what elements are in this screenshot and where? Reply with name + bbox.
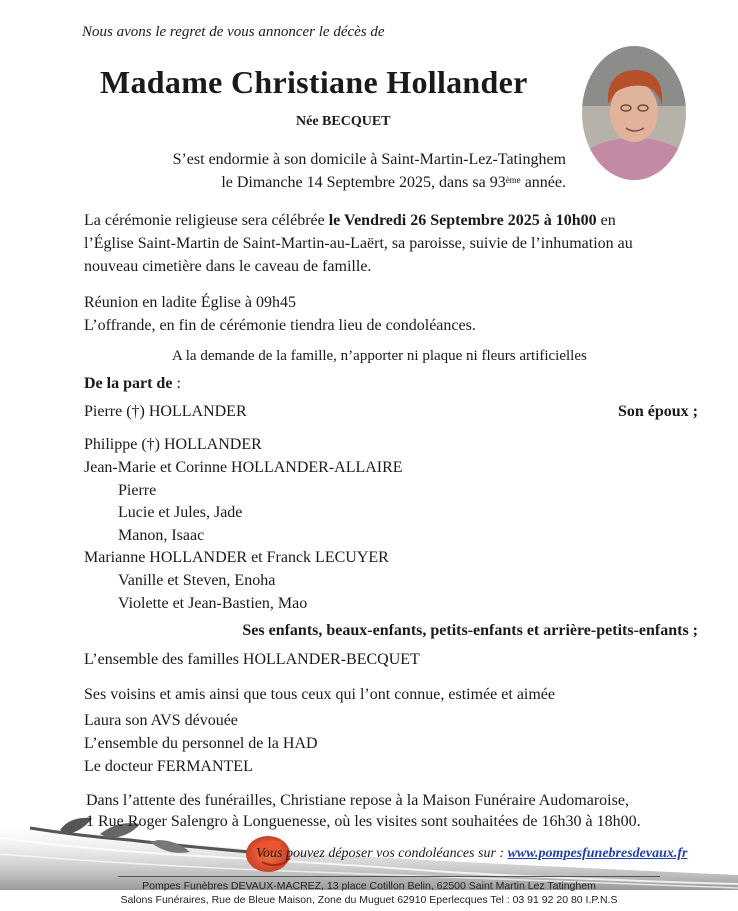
ceremony-line-3: nouveau cimetière dans le caveau de famille.: [84, 258, 372, 275]
ceremony-line-2: l’Église Saint-Martin de Saint-Martin-au-Laërt, sa paroisse, suivie de l’inhumation au: [84, 235, 633, 252]
footer-address: Pompes Funèbres DEVAUX-MACREZ, 13 place Cotillon Belin, 62500 Saint Martin Lez Tatinghem: [142, 880, 596, 892]
spouse-name: Pierre (†) HOLLANDER: [84, 403, 247, 420]
family-request-text: A la demande de la famille, n’apporter ni plaque ni fleurs artificielles: [172, 348, 587, 364]
family-member: Violette et Jean-Bastien, Mao: [118, 595, 308, 612]
thanks-line: Le docteur FERMANTEL: [84, 758, 253, 775]
footer-divider: [118, 876, 660, 877]
condolences-line: [256, 846, 688, 862]
death-date: le Dimanche 14 Septembre 2025, dans sa 93: [221, 174, 506, 191]
family-member: Jean-Marie et Corinne HOLLANDER-ALLAIRE: [84, 459, 403, 476]
ordinal-suffix: ème: [505, 175, 521, 185]
spouse-label: Son époux ;: [617, 403, 698, 420]
reunion-text: Réunion en ladite Église à 09h45: [84, 294, 296, 311]
thanks-line: L’ensemble du personnel de la HAD: [84, 735, 318, 752]
thanks-line: Laura son AVS dévouée: [84, 712, 238, 729]
footer-contact: Salons Funéraires, Rue de Bleue Maison, Zone du Muguet 62910 Eperlecques Tel : 03 91 92 20 80 I.P.N.S: [120, 894, 618, 906]
ceremony-line-end: en: [596, 212, 616, 229]
maiden-name: Née BECQUET: [296, 114, 391, 129]
neighbours-text: Ses voisins et amis ainsi que tous ceux qui l’ont connue, estimée et aimée: [84, 686, 556, 703]
de-la-part-heading: [84, 373, 181, 396]
offrande-text: L’offrande, en fin de cérémonie tiendra lieu de condoléances.: [84, 317, 476, 334]
ceremony-intro: La cérémonie religieuse sera célébrée: [84, 212, 329, 229]
death-line-2: [136, 172, 566, 195]
viewing-line-2: 1 Rue Roger Salengro à Longuenesse, où les visites sont souhaitées de 16h30 à 18h00.: [86, 813, 641, 830]
children-label: Ses enfants, beaux-enfants, petits-enfants et arrière-petits-enfants ;: [242, 622, 698, 639]
ceremony-line-1: [84, 210, 616, 233]
ceremony-datetime: le Vendredi 26 Septembre 2025 à 10h00: [328, 212, 597, 229]
intro-text: Nous avons le regret de vous annoncer le décès de: [82, 24, 385, 40]
family-member: Manon, Isaac: [118, 527, 205, 544]
de-la-part-colon: :: [172, 375, 181, 392]
death-line-end: année.: [520, 174, 566, 191]
family-member: Marianne HOLLANDER et Franck LECUYER: [84, 549, 389, 566]
condolences-link[interactable]: www.pompesfunebresdevaux.fr: [507, 846, 688, 861]
de-la-part-label: De la part de: [84, 375, 173, 392]
condolences-text: Vous pouvez déposer vos condoléances sur :: [256, 846, 508, 861]
death-line-1: S’est endormie à son domicile à Saint-Martin-Lez-Tatinghem: [172, 151, 566, 168]
family-member: Lucie et Jules, Jade: [118, 504, 243, 521]
family-member: Vanille et Steven, Enoha: [118, 572, 276, 589]
family-member: Philippe (†) HOLLANDER: [84, 436, 262, 453]
family-member: Pierre: [118, 482, 157, 499]
viewing-line-1: Dans l’attente des funérailles, Christiane repose à la Maison Funéraire Audomaroise,: [86, 792, 629, 809]
families-text: L’ensemble des familles HOLLANDER-BECQUET: [84, 651, 420, 668]
deceased-name: Madame Christiane Hollander: [100, 64, 528, 100]
portrait-photo: [582, 46, 686, 180]
